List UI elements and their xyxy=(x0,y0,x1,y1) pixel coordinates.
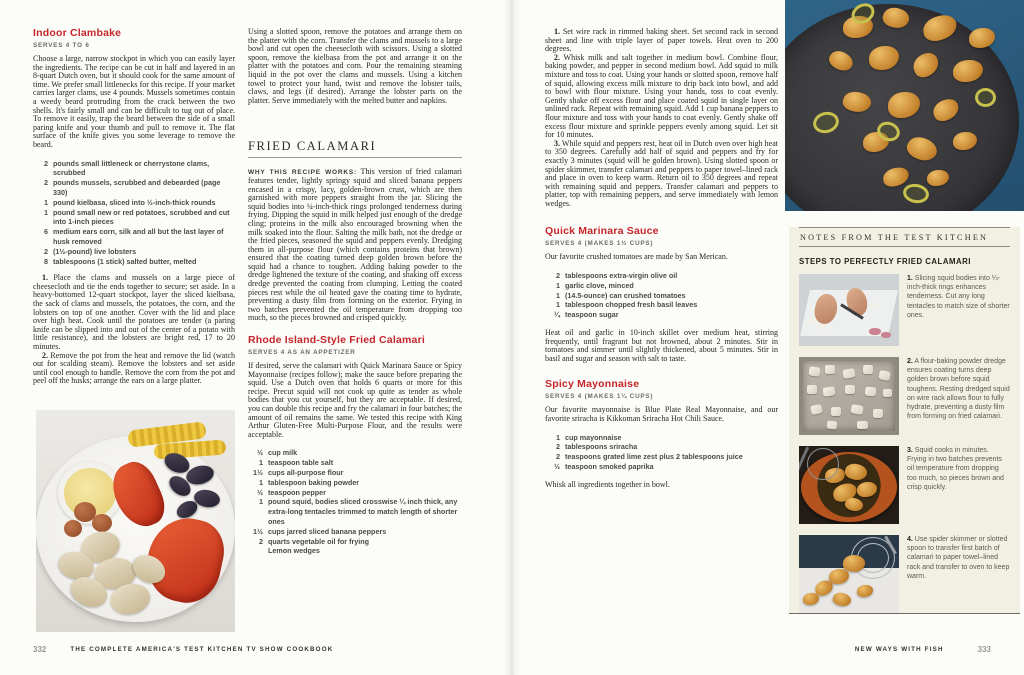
ingredient-text: teaspoon pepper xyxy=(268,487,326,497)
section-heading-fried-calamari: FRIED CALAMARI xyxy=(248,139,462,158)
ingredient-text: teaspoon smoked paprika xyxy=(565,462,654,471)
why-label: WHY THIS RECIPE WORKS: xyxy=(248,169,357,177)
ingredient-row xyxy=(248,448,462,458)
recipe-intro: Choose a large, narrow stockpot in which you can easily layer the ingredients. The recipe can be cut in half and layered in an 8-quart Dutch oven, but it should cook for the same amount of time. We prefer small littlenecks for this recipe. If your market carries larger clams, use 4 pounds. Mussels sometimes contain a weedy beard protruding from the crack between the two shells. It's fairly small and can be difficult to tug out of place. To remove it easily, trap the beard between the side of a small paring knife and your thumb and pull to remove it. The flat surface of the knife gives you some leverage to remove the beard. xyxy=(33,54,235,149)
ingredient-text: cups jarred sliced banana peppers xyxy=(268,526,387,536)
ingredient-qty: 2 xyxy=(259,536,263,546)
ingredient-row xyxy=(33,247,235,257)
ingredient-row xyxy=(545,291,778,301)
instruction-steps xyxy=(545,28,778,208)
recipe-title-rhode-island-calamari: Rhode Island-Style Fried Calamari xyxy=(248,334,425,347)
ingredient-list xyxy=(545,271,778,320)
ingredient-row xyxy=(248,478,462,488)
ingredient-text: medium ears corn, silk and all but the last layer of husk removed xyxy=(53,227,224,246)
fried-calamari-photo xyxy=(785,0,1024,211)
ingredient-row xyxy=(545,442,778,452)
note-step-text: 2. A flour-baking powder dredge ensures coating turns deep golden brown before squid toughens. Resting dredged squid on wire rack allows flour to fully hydrate, preventing a dusty film from forming on fried calamari. xyxy=(907,358,1010,421)
ingredient-row xyxy=(33,159,235,179)
ingredient-qty: 1 xyxy=(259,458,263,468)
step-paragraph: 1. Set wire rack in rimmed baking sheet. Set second rack in second sheet and line with triple layer of paper towels. Heat oven to 200 degrees. xyxy=(545,27,778,54)
note-step-4 xyxy=(799,535,1010,613)
clambake-continuation: Using a slotted spoon, remove the potatoes and arrange them on the platter with the corn. Transfer the clams and mussels to a large bowl and cut open the cheesecloth with scissors. Using a slotted spoon, remove the kielbasa from the pot and arrange it on the platter with the potatoes and corn. Pour the remaining steaming liquid in the pot over the clams and mussels. Using a kitchen towel to protect your hand, twist and remove the lobster tails, claws, and legs (if desired). Arrange the lobster parts on the platter. Serve immediately with the melted butter and napkins. xyxy=(248,27,462,105)
step-paragraph: 2. Whisk milk and salt together in medium bowl. Combine flour, baking powder, and pepper in second medium bowl. Add squid to milk mixture and toss to coat. Using your hands or slotted spoon, remove half of squid, allowing excess milk mixture to drip back into bowl, and add to bowl with flour mixture. Using your hands, toss to coat evenly. Gently shake off excess flour and place coated squid in single layer on unlined rack. Repeat with remaining squid. Add 1 cup banana peppers to flour mixture and toss with your hands to coat evenly. Gently shake off excess flour mixture and sprinkle peppers evenly among squid. Let sit for 10 minutes. xyxy=(545,52,778,140)
step-number: 3. xyxy=(554,138,560,148)
ingredient-qty: 8 xyxy=(44,256,48,266)
ingredient-row xyxy=(545,281,778,291)
frying-calamari-photo xyxy=(799,446,899,524)
ingredient-qty: 2 xyxy=(556,442,560,452)
notes-subheader: STEPS TO PERFECTLY FRIED CALAMARI xyxy=(799,257,971,266)
ingredient-list xyxy=(33,159,235,267)
left-column-1 xyxy=(33,28,235,386)
ingredient-qty: 1 xyxy=(556,280,560,290)
skimmer-transfer-photo xyxy=(799,535,899,613)
ingredient-qty: 1 xyxy=(556,300,560,310)
ingredient-text: teaspoons grated lime zest plus 2 tablespoons juice xyxy=(565,452,743,462)
recipe-method: Heat oil and garlic in 10-inch skillet over medium heat, stirring frequently, until fragrant but not browned, about 2 minutes. Stir in tomatoes and simmer until slightly thickened, about 5 minutes. Stir in basil and sugar and season with salt to taste. xyxy=(545,328,778,363)
ingredient-text: (14.5-ounce) can crushed tomatoes xyxy=(565,290,686,300)
book-title: THE COMPLETE AMERICA'S TEST KITCHEN TV SHOW COOKBOOK xyxy=(70,646,334,653)
ingredient-text: pound kielbasa, sliced into ½-inch-thick rounds xyxy=(53,197,216,207)
ingredient-text: cup milk xyxy=(268,448,298,458)
ingredient-qty: ½ xyxy=(257,487,263,497)
ingredient-text: quarts vegetable oil for frying xyxy=(268,536,370,546)
footer-left xyxy=(33,645,333,654)
ingredient-qty: 1 xyxy=(556,290,560,300)
ingredient-qty: 1 xyxy=(259,477,263,487)
clambake-platter-photo xyxy=(36,410,235,632)
ingredient-qty: 1 xyxy=(556,432,560,442)
note-step-text: 1. Slicing squid bodies into ¼-inch-thick rings enhances tenderness. Cut any long tentacles to match size of shorter ones. xyxy=(907,275,1010,319)
recipe-title-quick-marinara: Quick Marinara Sauce xyxy=(545,225,659,238)
ingredient-qty: 1 xyxy=(44,207,48,217)
right-column-1 xyxy=(545,28,778,489)
ingredient-qty xyxy=(248,546,263,556)
ingredient-text: tablespoon baking powder xyxy=(268,477,360,487)
ingredient-row xyxy=(33,257,235,267)
recipe-title-indoor-clambake: Indoor Clambake xyxy=(33,27,122,39)
ingredient-text: teaspoon table salt xyxy=(268,458,334,468)
ingredient-qty: 2 xyxy=(44,246,48,256)
ingredient-text: tablespoons extra-virgin olive oil xyxy=(565,271,678,281)
ingredient-row xyxy=(545,462,778,472)
page-number-333: 333 xyxy=(977,645,991,654)
ingredient-qty: 2 xyxy=(44,178,48,188)
ingredient-row xyxy=(248,546,462,556)
ingredient-row xyxy=(248,468,462,478)
notes-from-test-kitchen-panel xyxy=(789,227,1020,614)
ingredient-text: Lemon wedges xyxy=(268,546,320,556)
ingredient-qty: 1½ xyxy=(253,526,263,536)
recipe-title-spicy-mayonnaise: Spicy Mayonnaise xyxy=(545,378,640,391)
left-column-2 xyxy=(248,28,462,556)
kielbasa-slice xyxy=(64,520,82,537)
ingredient-text: (1½-pound) live lobsters xyxy=(53,246,137,256)
ingredient-row xyxy=(248,497,462,526)
ingredient-text: pounds mussels, scrubbed and debearded (page 330) xyxy=(53,178,221,197)
ingredient-list xyxy=(545,433,778,472)
step-number: 1. xyxy=(554,27,560,36)
ingredient-text: tablespoons sriracha xyxy=(565,442,638,452)
step-paragraph: 2. Remove the pot from the heat and remove the lid (watch out for scalding steam). Remove the lobsters and set aside until cool enough to handle. Remove the corn from the pot and peel off the husks; arrange the ears on a large platter. xyxy=(33,350,236,386)
ingredient-text: cup mayonnaise xyxy=(565,432,622,442)
recipe-intro: If desired, serve the calamari with Quick Marinara Sauce or Spicy Mayonnaise (recipes follow); make the sauce before preparing the squid. Use a Dutch oven that holds 6 quarts or more for this recipe. Precut squid will not cook up quite as tender as whole bodies that you cut yourself, but they are acceptable. If desired, you can double this recipe and fry the calamari in four batches; the amount of oil remains the same. We tested this recipe with King Arthur Gluten-Free Multi-Purpose Flour, and the results were acceptable. xyxy=(248,361,462,439)
ingredient-row xyxy=(545,452,778,462)
squid-cutting-photo xyxy=(799,274,899,346)
ingredient-qty: ¼ xyxy=(554,310,560,320)
note-step-3 xyxy=(799,446,1010,524)
ingredient-row xyxy=(33,178,235,198)
notes-header: NOTES FROM THE TEST KITCHEN xyxy=(799,227,1010,247)
ingredient-row xyxy=(33,198,235,208)
page-fold xyxy=(503,0,521,675)
ingredient-row xyxy=(248,488,462,498)
ingredient-row xyxy=(248,458,462,468)
instruction-steps xyxy=(33,274,235,386)
serves-line: SERVES 4 (MAKES 1¼ CUPS) xyxy=(545,393,654,401)
ingredient-row xyxy=(545,433,778,443)
ingredient-qty: 1 xyxy=(259,497,263,507)
step-paragraph: 3. While squid and peppers rest, heat oil in Dutch oven over high heat to 350 degrees. Carefully add half of squid and peppers and fry for exactly 3 minutes (squid will be golden brown). Using slotted spoon or spider skimmer, transfer calamari and peppers to paper towel–lined rack and place in oven to keep warm. Return oil to 350 degrees and repeat with remaining squid and peppers. Transfer calamari and peppers to platter, top with remaining peppers, and serve immediately with lemon wedges. xyxy=(545,138,778,208)
why-this-recipe-works: WHY THIS RECIPE WORKS: This version of fried calamari features tender, lightly springy squid and sliced banana peppers encased in a crispy, lacy, golden-brown crust, which are then garnished with more peppers straight from the jar. Slicing the squid bodies into ¼-inch-thick rings prolonged tenderness during frying. Dipping the squid in milk helped just enough of the dredge cling; proteins in the milk also encouraged browning when the milk soaked into the flour. Salting the milk bath, not the dredge or the fried pieces, seasoned the squid and peppers evenly. Dredging them in all-purpose flour (which contains proteins that brown) ensured that the coating turned deep golden brown before the squid had a chance to toughen. Adding baking powder to the dredge lightened the texture of the coating, and shaking off excess dredge prevented the coating from clumping. Letting the coated pieces rest while the oil heated gave the coating time to hydrate, preventing a dusty film from forming on the exterior. Frying in two batches prevented the oil temperature from dropping too much, so the pieces browned and crisped quickly. xyxy=(248,167,462,323)
note-step-text: 4. Use spider skimmer or slotted spoon to transfer first batch of calamari to paper towel–lined rack and transfer to oven to keep warm. xyxy=(907,536,1010,580)
ingredient-text: tablespoon chopped fresh basil leaves xyxy=(565,300,698,310)
ingredient-qty: 2 xyxy=(44,158,48,168)
ingredient-text: pound small new or red potatoes, scrubbed and cut into 1-inch pieces xyxy=(53,207,230,227)
ingredient-qty: 6 xyxy=(44,227,48,237)
chapter-title: NEW WAYS WITH FISH xyxy=(854,646,944,653)
ingredient-row xyxy=(248,537,462,547)
ingredient-text: pound squid, bodies sliced crosswise ¼ inch thick, any extra-long tentacles trimmed to match length of shorter ones xyxy=(268,497,458,526)
banana-pepper-ring xyxy=(975,88,996,107)
note-step-1 xyxy=(799,274,1010,346)
ingredient-qty: ½ xyxy=(554,462,560,471)
serves-line: SERVES 4 AS AN APPETIZER xyxy=(248,349,356,357)
ingredient-row xyxy=(33,208,235,228)
recipe-intro: Our favorite crushed tomatoes are made by San Merican. xyxy=(545,252,728,262)
serves-line: SERVES 4 (MAKES 1½ CUPS) xyxy=(545,240,654,248)
ingredient-row xyxy=(545,271,778,281)
ingredient-text: cups all-purpose flour xyxy=(268,467,344,477)
step-paragraph: 1. Place the clams and mussels on a large piece of cheesecloth and tie the ends together to secure; set aside. In a heavy-bottomed 12-quart stockpot, layer the sliced kielbasa, the sack of clams and mussels, the potatoes, the corn, and the lobsters on top of one another. Cover with the lid and place over high heat. Cook until the potatoes are tender (a paring knife can be slipped into and out of the center of a potato with little resistance), and the lobsters are bright red, 17 to 20 minutes. xyxy=(33,273,236,352)
ingredient-qty: ½ xyxy=(257,448,263,458)
note-step-2 xyxy=(799,357,1010,435)
recipe-method: Whisk all ingredients together in bowl. xyxy=(545,479,670,489)
ingredient-text: garlic clove, minced xyxy=(565,280,634,290)
serves-line: SERVES 4 TO 6 xyxy=(33,42,90,49)
note-step-text: 3. Squid cooks in minutes. Frying in two batches prevents oil temperature from dropping too much, so pieces brown and crisp quickly. xyxy=(907,447,1004,491)
ingredient-row xyxy=(545,300,778,310)
ingredient-qty: 2 xyxy=(556,452,560,462)
ingredient-qty: 1½ xyxy=(253,467,263,477)
footer-right xyxy=(855,645,991,654)
ingredient-qty: 1 xyxy=(44,197,48,207)
ingredient-row xyxy=(248,527,462,537)
ingredient-row xyxy=(33,227,235,247)
kielbasa-slice xyxy=(92,514,112,532)
dredged-squid-photo xyxy=(799,357,899,435)
ingredient-list xyxy=(248,448,462,556)
step-number: 2. xyxy=(554,52,560,62)
step-number: 1. xyxy=(42,273,48,283)
ingredient-text: teaspoon sugar xyxy=(565,310,619,320)
ingredient-qty: 2 xyxy=(556,271,560,281)
ingredient-text: pounds small littleneck or cherrystone clams, scrubbed xyxy=(53,158,210,178)
page-number-332: 332 xyxy=(33,645,47,654)
recipe-intro: Our favorite mayonnaise is Blue Plate Real Mayonnaise, and our favorite sriracha is Kikkoman Sriracha Hot Chili Sauce. xyxy=(545,405,778,424)
step-number: 2. xyxy=(42,350,48,360)
ingredient-text: tablespoons (1 stick) salted butter, melted xyxy=(53,256,197,266)
ingredient-row xyxy=(545,310,778,320)
